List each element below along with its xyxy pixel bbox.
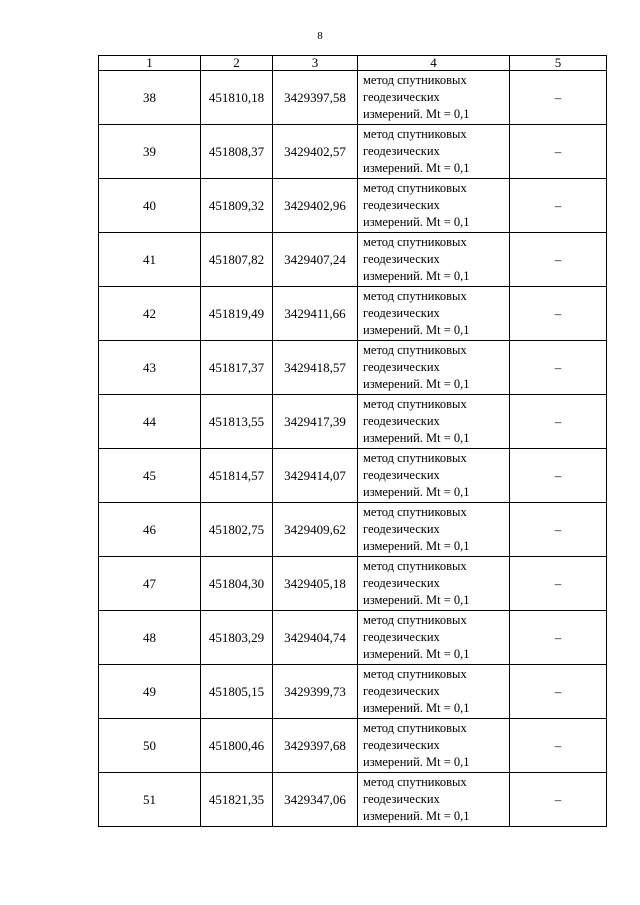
note-cell: – (510, 71, 607, 125)
column-header-4: 4 (358, 56, 510, 71)
y-coordinate-cell: 3429397,58 (273, 71, 358, 125)
point-number-cell: 45 (99, 449, 201, 503)
x-coordinate-cell: 451807,82 (201, 233, 273, 287)
y-coordinate-cell: 3429409,62 (273, 503, 358, 557)
method-line: метод спутниковых (363, 289, 467, 303)
y-coordinate-cell: 3429417,39 (273, 395, 358, 449)
y-coordinate-cell: 3429407,24 (273, 233, 358, 287)
method-line: геодезических (363, 198, 440, 212)
method-line: метод спутниковых (363, 613, 467, 627)
x-coordinate-cell: 451803,29 (201, 611, 273, 665)
point-number-cell: 48 (99, 611, 201, 665)
table-row (99, 179, 607, 233)
method-line: геодезических (363, 144, 440, 158)
point-number-cell: 42 (99, 287, 201, 341)
point-number-cell: 49 (99, 665, 201, 719)
column-header-2: 2 (201, 56, 273, 71)
x-coordinate-cell: 451821,35 (201, 773, 273, 827)
method-line: измерений. Mt = 0,1 (363, 161, 470, 175)
method-line: измерений. Mt = 0,1 (363, 539, 470, 553)
note-cell: – (510, 719, 607, 773)
point-number-cell: 50 (99, 719, 201, 773)
column-header-5: 5 (510, 56, 607, 71)
x-coordinate-cell: 451809,32 (201, 179, 273, 233)
table-row (99, 449, 607, 503)
method-cell (358, 665, 510, 719)
method-cell (358, 233, 510, 287)
method-line: метод спутниковых (363, 775, 467, 789)
method-cell (358, 449, 510, 503)
note-cell: – (510, 611, 607, 665)
method-line: геодезических (363, 684, 440, 698)
method-line: метод спутниковых (363, 73, 467, 87)
y-coordinate-cell: 3429411,66 (273, 287, 358, 341)
point-number-cell: 47 (99, 557, 201, 611)
y-coordinate-cell: 3429404,74 (273, 611, 358, 665)
point-number-cell: 41 (99, 233, 201, 287)
point-number-cell: 39 (99, 125, 201, 179)
note-cell: – (510, 395, 607, 449)
method-line: метод спутниковых (363, 721, 467, 735)
y-coordinate-cell: 3429402,96 (273, 179, 358, 233)
method-line: измерений. Mt = 0,1 (363, 593, 470, 607)
method-line: геодезических (363, 414, 440, 428)
method-line: геодезических (363, 630, 440, 644)
x-coordinate-cell: 451800,46 (201, 719, 273, 773)
method-line: геодезических (363, 360, 440, 374)
note-cell: – (510, 557, 607, 611)
y-coordinate-cell: 3429399,73 (273, 665, 358, 719)
method-line: метод спутниковых (363, 397, 467, 411)
method-line: измерений. Mt = 0,1 (363, 755, 470, 769)
method-cell (358, 125, 510, 179)
y-coordinate-cell: 3429347,06 (273, 773, 358, 827)
table-row (99, 395, 607, 449)
method-cell (358, 287, 510, 341)
method-cell (358, 611, 510, 665)
x-coordinate-cell: 451819,49 (201, 287, 273, 341)
x-coordinate-cell: 451810,18 (201, 71, 273, 125)
method-line: геодезических (363, 252, 440, 266)
x-coordinate-cell: 451813,55 (201, 395, 273, 449)
note-cell: – (510, 665, 607, 719)
method-line: геодезических (363, 522, 440, 536)
method-line: геодезических (363, 576, 440, 590)
x-coordinate-cell: 451808,37 (201, 125, 273, 179)
method-line: метод спутниковых (363, 505, 467, 519)
table-row (99, 287, 607, 341)
method-line: измерений. Mt = 0,1 (363, 647, 470, 661)
table-row (99, 233, 607, 287)
table-row (99, 341, 607, 395)
point-number-cell: 44 (99, 395, 201, 449)
note-cell: – (510, 503, 607, 557)
method-line: геодезических (363, 792, 440, 806)
method-cell (358, 395, 510, 449)
method-line: метод спутниковых (363, 559, 467, 573)
note-cell: – (510, 125, 607, 179)
method-line: метод спутниковых (363, 667, 467, 681)
table-row (99, 557, 607, 611)
coordinates-table (98, 55, 607, 827)
method-line: измерений. Mt = 0,1 (363, 431, 470, 445)
method-line: метод спутниковых (363, 451, 467, 465)
table-row (99, 719, 607, 773)
method-cell (358, 503, 510, 557)
note-cell: – (510, 773, 607, 827)
note-cell: – (510, 233, 607, 287)
method-line: геодезических (363, 90, 440, 104)
table-header-row (99, 56, 607, 71)
y-coordinate-cell: 3429402,57 (273, 125, 358, 179)
method-cell (358, 341, 510, 395)
method-line: измерений. Mt = 0,1 (363, 215, 470, 229)
column-header-3: 3 (273, 56, 358, 71)
table-row (99, 503, 607, 557)
table-row (99, 665, 607, 719)
method-line: измерений. Mt = 0,1 (363, 701, 470, 715)
note-cell: – (510, 341, 607, 395)
method-line: измерений. Mt = 0,1 (363, 377, 470, 391)
method-line: измерений. Mt = 0,1 (363, 269, 470, 283)
method-cell (358, 719, 510, 773)
table-body (99, 71, 607, 827)
point-number-cell: 38 (99, 71, 201, 125)
method-line: метод спутниковых (363, 235, 467, 249)
method-line: измерений. Mt = 0,1 (363, 107, 470, 121)
y-coordinate-cell: 3429418,57 (273, 341, 358, 395)
table-row (99, 125, 607, 179)
table-row (99, 71, 607, 125)
method-line: геодезических (363, 468, 440, 482)
x-coordinate-cell: 451817,37 (201, 341, 273, 395)
method-line: геодезических (363, 306, 440, 320)
y-coordinate-cell: 3429414,07 (273, 449, 358, 503)
column-header-1: 1 (99, 56, 201, 71)
point-number-cell: 43 (99, 341, 201, 395)
note-cell: – (510, 287, 607, 341)
method-cell (358, 71, 510, 125)
method-line: метод спутниковых (363, 343, 467, 357)
x-coordinate-cell: 451804,30 (201, 557, 273, 611)
method-line: метод спутниковых (363, 181, 467, 195)
x-coordinate-cell: 451814,57 (201, 449, 273, 503)
method-line: метод спутниковых (363, 127, 467, 141)
method-cell (358, 179, 510, 233)
method-line: геодезических (363, 738, 440, 752)
method-line: измерений. Mt = 0,1 (363, 485, 470, 499)
x-coordinate-cell: 451805,15 (201, 665, 273, 719)
page-number: 8 (317, 30, 323, 42)
point-number-cell: 51 (99, 773, 201, 827)
y-coordinate-cell: 3429397,68 (273, 719, 358, 773)
table-row (99, 773, 607, 827)
note-cell: – (510, 179, 607, 233)
method-cell (358, 557, 510, 611)
point-number-cell: 46 (99, 503, 201, 557)
table-row (99, 611, 607, 665)
method-line: измерений. Mt = 0,1 (363, 809, 470, 823)
point-number-cell: 40 (99, 179, 201, 233)
method-cell (358, 773, 510, 827)
method-line: измерений. Mt = 0,1 (363, 323, 470, 337)
x-coordinate-cell: 451802,75 (201, 503, 273, 557)
y-coordinate-cell: 3429405,18 (273, 557, 358, 611)
note-cell: – (510, 449, 607, 503)
